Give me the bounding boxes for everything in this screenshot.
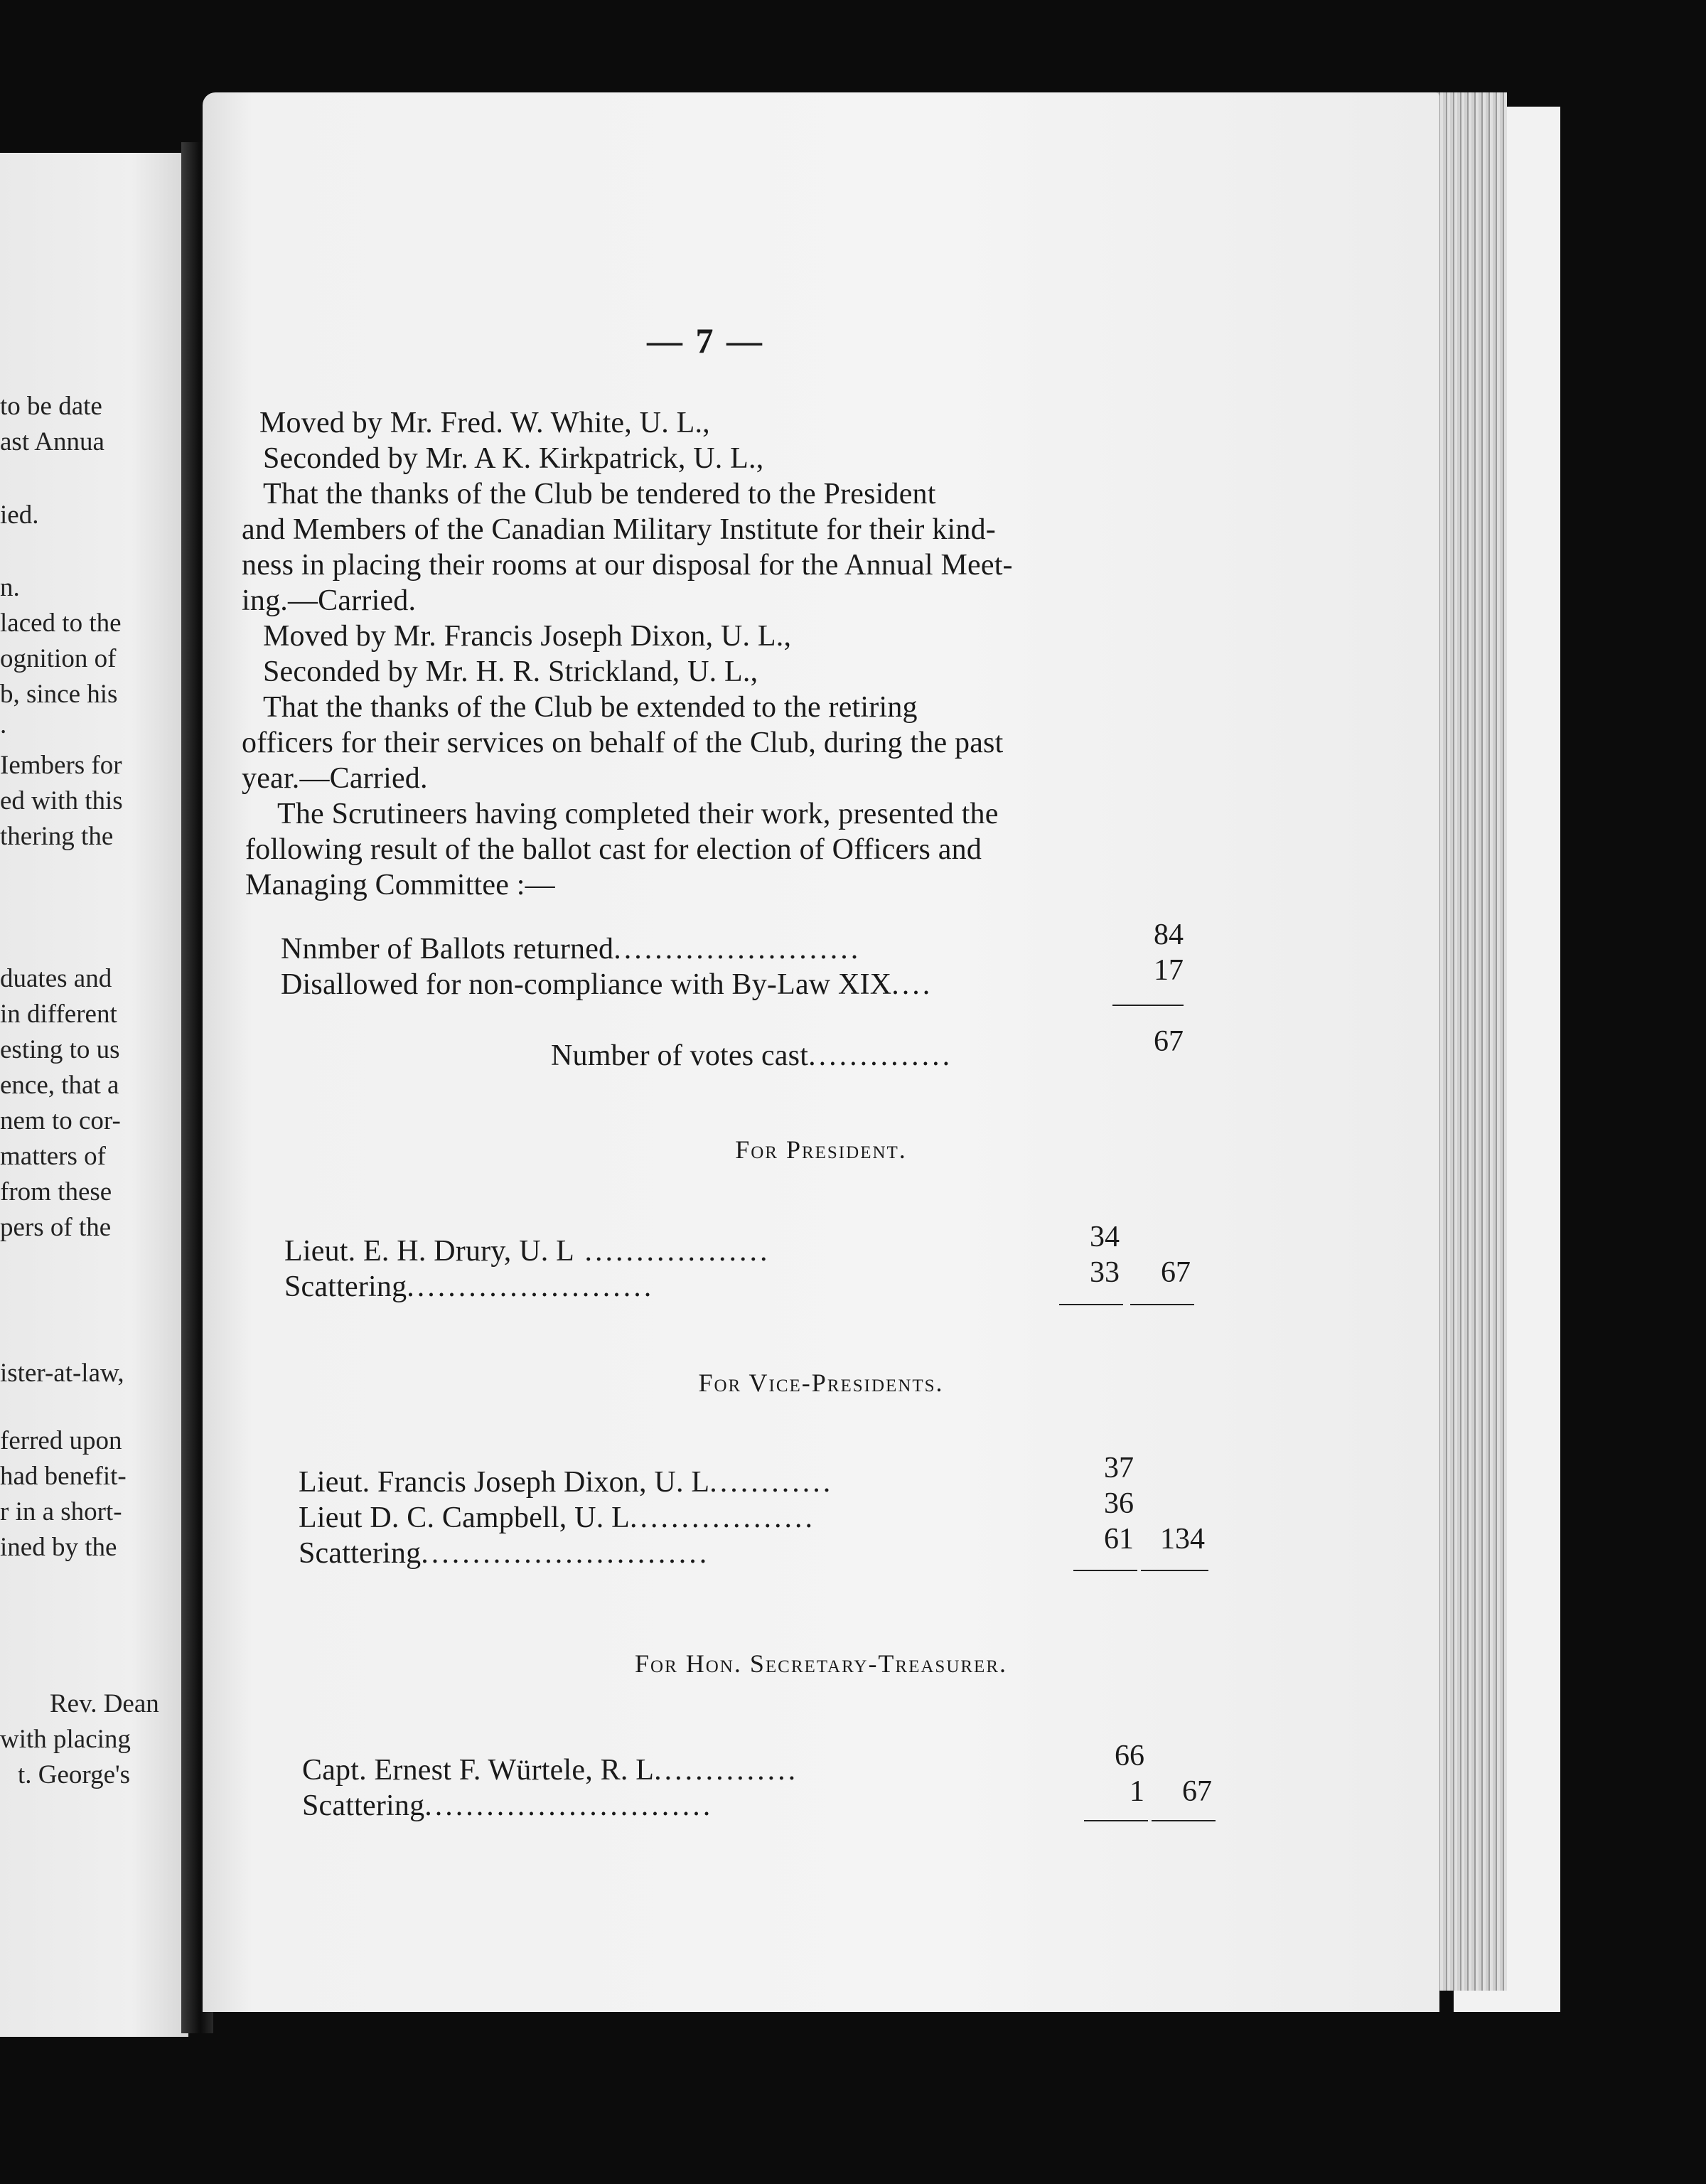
- left-fragment: nem to cor-: [0, 1106, 121, 1135]
- leader-dots: ............: [709, 1466, 834, 1499]
- president-heading: For President.: [735, 1135, 907, 1164]
- sum-rule: [1130, 1304, 1194, 1305]
- candidate-name: Scattering: [302, 1789, 425, 1822]
- left-fragment: thering the: [0, 822, 114, 851]
- candidate-votes: 37: [1104, 1452, 1134, 1484]
- sum-rule: [1059, 1304, 1123, 1305]
- motion-2-text-line: year.—Carried.: [242, 762, 428, 795]
- candidate-name: Lieut D. C. Campbell, U. L: [299, 1502, 630, 1534]
- motion-2-moved: Moved by Mr. Francis Joseph Dixon, U. L.,: [263, 620, 792, 653]
- votes-cast-label: Number of votes cast: [551, 1039, 809, 1072]
- leader-dots: ............................: [421, 1537, 710, 1570]
- ballots-disallowed-row: [281, 967, 933, 1002]
- sum-rule: [1152, 1820, 1216, 1821]
- candidate-votes: 61: [1104, 1523, 1134, 1556]
- votes-cast-row: [551, 1038, 953, 1074]
- ballots-disallowed-value: 17: [1154, 954, 1184, 987]
- candidate-name: Scattering: [284, 1270, 407, 1303]
- scrutineers-text-line: following result of the ballot cast for election of Officers and: [245, 833, 982, 866]
- sum-rule: [1073, 1570, 1137, 1571]
- candidate-votes: 66: [1115, 1740, 1144, 1772]
- candidate-name: Lieut. E. H. Drury, U. L: [284, 1235, 574, 1268]
- left-fragment: ed with this: [0, 786, 123, 815]
- secretary-treasurer-row: [302, 1788, 713, 1824]
- scrutineers-text-line: Managing Committee :—: [245, 869, 555, 901]
- leader-dots: ..................: [574, 1235, 771, 1268]
- leader-dots: ........................: [407, 1270, 655, 1303]
- motion-2-text-line: That the thanks of the Club be extended to the retiring: [263, 691, 918, 724]
- left-fragment: t. George's: [18, 1760, 131, 1789]
- left-fragment: from these: [0, 1177, 112, 1206]
- leader-dots: ....: [891, 968, 933, 1001]
- left-fragment: esting to us: [0, 1035, 120, 1064]
- leader-dots: ..................: [629, 1502, 815, 1534]
- left-fragment: pers of the: [0, 1213, 112, 1242]
- left-fragment: ister-at-law,: [0, 1359, 124, 1388]
- ballots-returned-row: [281, 931, 861, 967]
- motion-1-text-line: ing.—Carried.: [242, 584, 417, 617]
- vice-presidents-heading: For Vice-Presidents.: [698, 1369, 944, 1397]
- left-fragment: Rev. Dean: [50, 1689, 159, 1718]
- candidate-votes: 36: [1104, 1487, 1134, 1520]
- left-fragment: matters of: [0, 1142, 106, 1171]
- motion-1-moved: Moved by Mr. Fred. W. White, U. L.,: [259, 407, 710, 439]
- left-fragment: ast Annua: [0, 427, 104, 456]
- president-row: [284, 1269, 654, 1305]
- motion-1-seconded: Seconded by Mr. A K. Kirkpatrick, U. L.,: [263, 442, 764, 475]
- left-fragment: had benefit-: [0, 1462, 127, 1491]
- candidate-votes: 1: [1130, 1775, 1144, 1808]
- secretary-treasurer-row: [302, 1752, 798, 1788]
- ballots-returned-label: Nnmber of Ballots returned: [281, 933, 614, 965]
- motion-2-seconded: Seconded by Mr. H. R. Strickland, U. L.,: [263, 655, 758, 688]
- vice-president-row: [299, 1500, 815, 1536]
- leader-dots: ..............: [654, 1754, 799, 1787]
- left-fragment: ence, that a: [0, 1071, 119, 1100]
- motion-1-text-line: ness in placing their rooms at our disposal for the Annual Meet-: [242, 549, 1013, 582]
- candidate-total: 67: [1161, 1256, 1191, 1289]
- left-fragment: ognition of: [0, 644, 117, 673]
- candidate-name: Lieut. Francis Joseph Dixon, U. L: [299, 1466, 710, 1499]
- leader-dots: ..............: [808, 1039, 953, 1072]
- left-fragment: ied.: [0, 500, 39, 530]
- left-fragment: .: [0, 710, 7, 739]
- left-fragment: ferred upon: [0, 1426, 122, 1455]
- left-fragment: b, since his: [0, 680, 118, 709]
- candidate-votes: 34: [1090, 1221, 1120, 1253]
- president-row: [284, 1233, 770, 1269]
- secretary-treasurer-heading: For Hon. Secretary-Treasurer.: [635, 1649, 1007, 1678]
- ballots-returned-value: 84: [1154, 919, 1184, 951]
- candidate-total: 134: [1160, 1523, 1205, 1556]
- right-page: [203, 92, 1439, 2012]
- candidate-name: Capt. Ernest F. Würtele, R. L: [302, 1754, 655, 1787]
- left-fragment: laced to the: [0, 609, 122, 638]
- left-fragment: r in a short-: [0, 1497, 122, 1526]
- votes-cast-value: 67: [1154, 1025, 1184, 1058]
- ballots-disallowed-label: Disallowed for non-compliance with By-Law XIX: [281, 968, 892, 1001]
- left-fragment: duates and: [0, 964, 112, 993]
- candidate-total: 67: [1182, 1775, 1212, 1808]
- left-fragment: in different: [0, 1000, 117, 1029]
- left-fragment: with placing: [0, 1725, 131, 1754]
- vice-president-row: [299, 1465, 833, 1500]
- left-fragment: to be date: [0, 392, 102, 421]
- left-page: [0, 153, 188, 2037]
- motion-2-text-line: officers for their services on behalf of the Club, during the past: [242, 727, 1004, 759]
- motion-1-text-line: and Members of the Canadian Military Institute for their kind-: [242, 513, 996, 546]
- candidate-name: Scattering: [299, 1537, 422, 1570]
- sum-rule: [1112, 1005, 1184, 1006]
- scrutineers-text-line: The Scrutineers having completed their work, presented the: [277, 798, 999, 830]
- candidate-votes: 33: [1090, 1256, 1120, 1289]
- page-number: — 7 —: [647, 321, 764, 360]
- leader-dots: ............................: [424, 1789, 714, 1822]
- sum-rule: [1141, 1570, 1208, 1571]
- left-fragment: Iembers for: [0, 751, 122, 780]
- sum-rule: [1084, 1820, 1148, 1821]
- leader-dots: ........................: [613, 933, 862, 965]
- left-fragment: ined by the: [0, 1533, 117, 1562]
- vice-president-row: [299, 1536, 709, 1571]
- left-fragment: n.: [0, 573, 20, 602]
- motion-1-text-line: That the thanks of the Club be tendered to the President: [263, 478, 936, 510]
